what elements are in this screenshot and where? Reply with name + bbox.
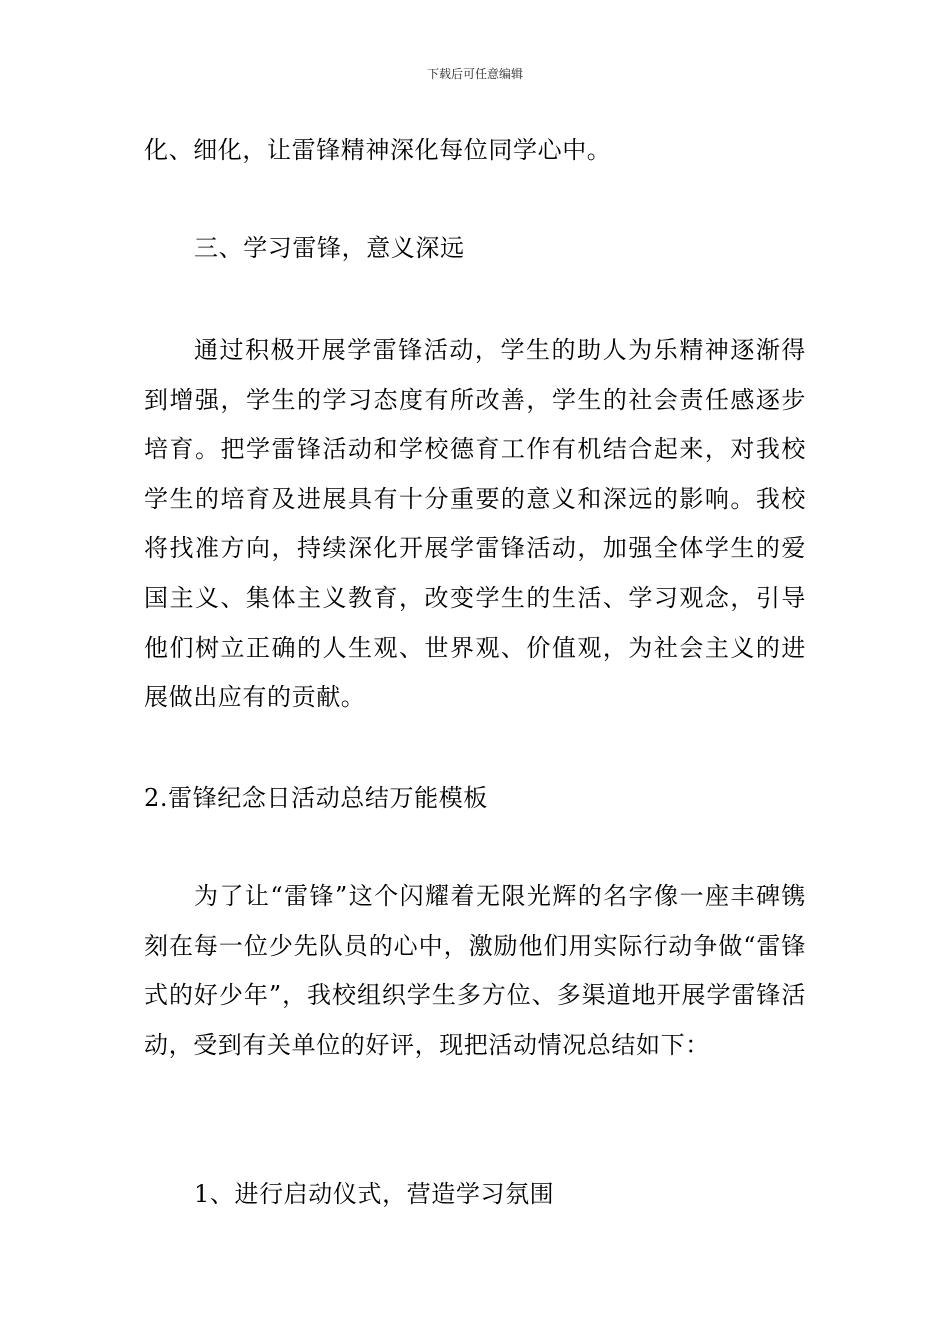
- paragraph-intro: 为了让“雷锋”这个闪耀着无限光辉的名字像一座丰碑镌刻在每一位少先队员的心中，激励他们用实际行动争做“雷锋式的好少年”，我校组织学生多方位、多渠道地开展学雷锋活动，受到有关单位的好评，现把活动情况总结如下：: [144, 882, 806, 1059]
- page-header-note: 下载后可任意编辑: [426, 67, 523, 81]
- document-title: 2.雷锋纪念日活动总结万能模板: [144, 784, 488, 812]
- paragraph-significance: 通过积极开展学雷锋活动，学生的助人为乐精神逐渐得到增强，学生的学习态度有所改善，学生的社会责任感逐步培育。把学雷锋活动和学校德育工作有机结合起来，对我校学生的培育及进展具有十分重要的意义和深远的影响。我校将找准方向，持续深化开展学雷锋活动，加强全体学生的爱国主义、集体主义教育，改变学生的生活、学习观念，引导他们树立正确的人生观、世界观、价值观，为社会主义的进展做出应有的贡献。: [144, 336, 806, 712]
- paragraph-continuation: 化、细化，让雷锋精神深化每位同学心中。: [144, 136, 612, 164]
- section-heading-three: 三、学习雷锋，意义深远: [194, 234, 465, 262]
- list-item-heading-one: 1、进行启动仪式，营造学习氛围: [194, 1180, 555, 1208]
